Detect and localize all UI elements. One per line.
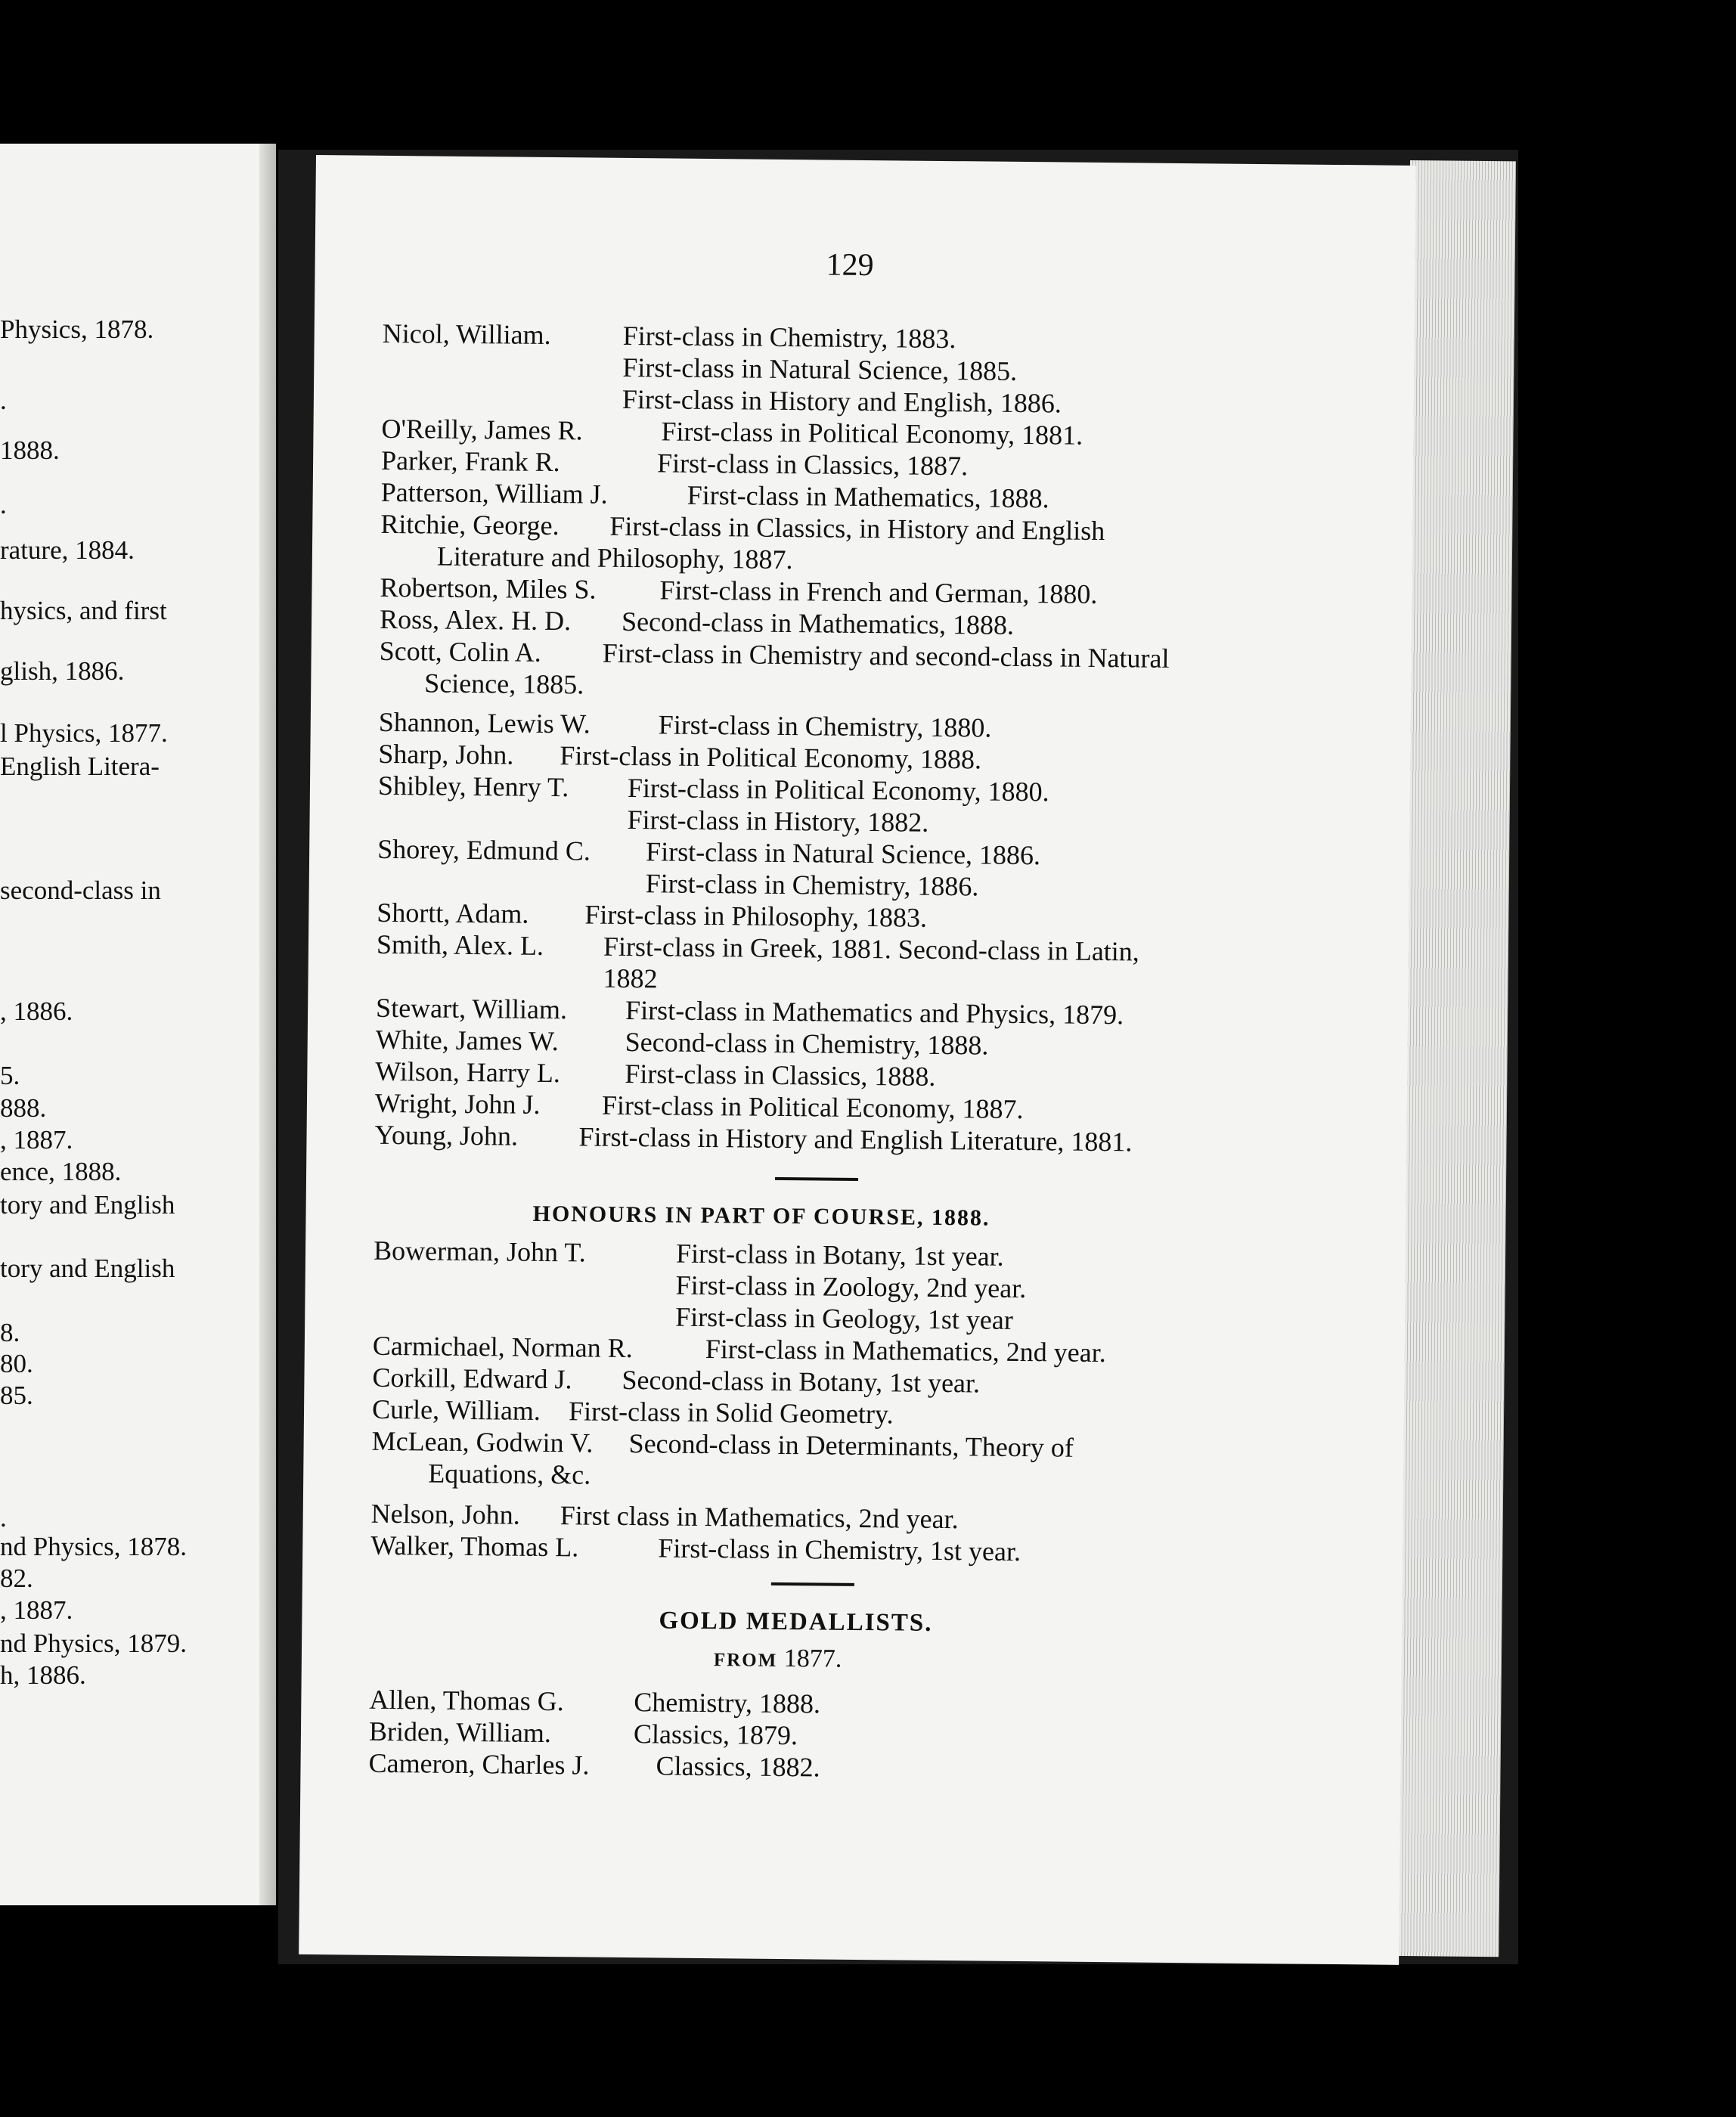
left-page-line: .	[0, 386, 7, 415]
left-page-line: , 1886.	[0, 997, 73, 1026]
left-page-line: .	[0, 1503, 7, 1533]
section-heading-part-course: HONOURS IN PART OF COURSE, 1888.	[532, 1201, 990, 1231]
entry-name: Smith, Alex. L.	[376, 928, 544, 961]
left-page-line: tory and English	[0, 1190, 175, 1220]
entry-text: First-class in Political Economy, 1887.	[601, 1089, 1024, 1125]
entry-text: First-class in Mathematics, 2nd year.	[705, 1334, 1106, 1368]
entry-name: Walker, Thomas L.	[370, 1530, 579, 1563]
left-page-line: second-class in	[0, 876, 161, 905]
entry-text: First-class in Geology, 1st year	[675, 1301, 1014, 1335]
left-page-gutter	[259, 144, 276, 1905]
left-page-line: English Litera-	[0, 752, 160, 781]
entry-text: First-class in Natural Science, 1885.	[622, 352, 1018, 386]
entry-name: Cameron, Charles J.	[368, 1747, 590, 1781]
entry-name: Patterson, William J.	[380, 476, 608, 510]
left-page-line: , 1887.	[0, 1595, 73, 1625]
left-page-line: 80.	[0, 1349, 33, 1378]
left-page-line: rature, 1884.	[0, 535, 135, 565]
left-page-line: l Physics, 1877.	[0, 718, 168, 748]
left-page-line: tory and English	[0, 1254, 175, 1283]
left-page-line: hysics, and first	[0, 596, 167, 625]
entry-name: Shortt, Adam.	[377, 897, 529, 929]
entry-name: Curle, William.	[371, 1393, 541, 1426]
left-page-line: 1888.	[0, 435, 60, 465]
entry-text: First-class in Mathematics and Physics, 1879.	[625, 994, 1124, 1031]
entry-text: Science, 1885.	[424, 668, 584, 700]
section-heading-gold-medallists: GOLD MEDALLISTS.	[659, 1607, 933, 1637]
entry-name: Shibley, Henry T.	[377, 770, 569, 803]
entry-text: First-class in Philosophy, 1883.	[584, 899, 928, 933]
entry-name: Ross, Alex. H. D.	[379, 603, 572, 637]
left-page-line: Physics, 1878.	[0, 315, 154, 344]
left-page-line: glish, 1886.	[0, 656, 125, 686]
entry-name: Ritchie, George.	[380, 508, 560, 541]
entry-name: O'Reilly, James R.	[381, 413, 583, 446]
entry-text: First-class in Political Economy, 1888.	[560, 740, 982, 775]
entry-name: Parker, Frank R.	[380, 445, 560, 478]
entry-text: First-class in Political Economy, 1880.	[627, 772, 1049, 807]
entry-text: Second-class in Botany, 1st year.	[622, 1364, 981, 1399]
left-page-line: nd Physics, 1879.	[0, 1629, 187, 1658]
left-page-line: , 1887.	[0, 1125, 73, 1155]
entry-text: First-class in Natural Science, 1886.	[645, 836, 1041, 871]
entry-text: Equations, &c.	[428, 1458, 591, 1490]
entry-text: 1882	[603, 962, 658, 994]
left-page-line: 82.	[0, 1564, 33, 1593]
left-page-line: nd Physics, 1878.	[0, 1532, 187, 1561]
entry-text: First-class in History and English Literature, 1881.	[578, 1121, 1133, 1158]
entry-text: First-class in Classics, 1887.	[656, 448, 969, 482]
entry-text: First-class in Chemistry and second-class in Natural	[602, 637, 1170, 674]
entry-text: First-class in Greek, 1881. Second-class in Latin,	[603, 931, 1139, 967]
entry-text: First-class in Chemistry, 1886.	[645, 868, 979, 902]
entry-name: Shannon, Lewis W.	[378, 706, 591, 739]
entry-text: First-class in Botany, 1st year.	[675, 1238, 1004, 1272]
previous-page-fragment	[0, 144, 276, 1905]
entry-name: Wilson, Harry L.	[375, 1055, 561, 1089]
left-page-line: 888.	[0, 1093, 47, 1123]
left-page-line: 85.	[0, 1381, 33, 1410]
entry-name: Scott, Colin A.	[379, 635, 541, 668]
entry-name: Allen, Thomas G.	[369, 1684, 564, 1717]
entry-text: Classics, 1879.	[633, 1719, 798, 1751]
main-page	[299, 155, 1416, 1965]
entry-text: Second-class in Determinants, Theory of	[628, 1428, 1074, 1463]
entry-text: First-class in Classics, in History and English	[609, 510, 1105, 547]
entry-name: McLean, Godwin V.	[371, 1425, 594, 1458]
entry-text: First-class in Classics, 1888.	[625, 1058, 936, 1092]
page-number: 129	[826, 247, 874, 284]
entry-name: Corkill, Edward J.	[372, 1362, 572, 1395]
entry-name: Sharp, John.	[378, 738, 514, 770]
entry-name: Wright, John J.	[374, 1087, 541, 1120]
left-page-line: 8.	[0, 1318, 20, 1347]
entry-name: Bowerman, John T.	[373, 1235, 586, 1268]
entry-text: First-class in Zoology, 2nd year.	[675, 1269, 1027, 1304]
entry-text: First-class in Mathematics, 1888.	[687, 479, 1049, 514]
entry-text: First-class in Political Economy, 1881.	[661, 416, 1083, 451]
entry-name: Stewart, William.	[375, 992, 568, 1025]
entry-text: Second-class in Mathematics, 1888.	[621, 606, 1015, 640]
entry-text: First-class in French and German, 1880.	[659, 575, 1098, 609]
section-divider	[775, 1177, 858, 1181]
entry-text: First class in Mathematics, 2nd year.	[560, 1500, 959, 1535]
section-divider	[771, 1582, 854, 1586]
entry-name: Robertson, Miles S.	[380, 572, 597, 605]
entry-text: First-class in History, 1882.	[627, 804, 929, 838]
entry-text: First-class in Solid Geometry.	[568, 1396, 894, 1430]
entry-text: Classics, 1882.	[656, 1750, 820, 1783]
entry-text: First-class in Chemistry, 1st year.	[658, 1533, 1021, 1567]
entry-name: Young, John.	[374, 1119, 519, 1151]
from-label	[714, 1645, 842, 1672]
left-page-line: ence, 1888.	[0, 1157, 122, 1186]
entry-name: White, James W.	[375, 1024, 559, 1057]
entry-name: Carmichael, Norman R.	[372, 1330, 633, 1364]
entry-text: Literature and Philosophy, 1887.	[436, 541, 793, 575]
entry-name: Briden, William.	[368, 1716, 552, 1749]
entry-text: First-class in History and English, 1886.	[622, 383, 1062, 419]
entry-name: Nicol, William.	[382, 318, 551, 350]
entry-text: Second-class in Chemistry, 1888.	[625, 1026, 989, 1061]
entry-text: Chemistry, 1888.	[634, 1687, 821, 1719]
left-page-line: h, 1886.	[0, 1660, 86, 1690]
from-word: FROM	[713, 1650, 778, 1671]
left-page-line: 5.	[0, 1061, 20, 1090]
entry-text: First-class in Chemistry, 1880.	[658, 709, 992, 743]
entry-name: Shorey, Edmund C.	[377, 833, 591, 866]
from-year: 1877.	[783, 1644, 842, 1673]
entry-name: Nelson, John.	[370, 1498, 520, 1530]
left-page-line: .	[0, 490, 7, 519]
entry-text: First-class in Chemistry, 1883.	[622, 320, 956, 355]
